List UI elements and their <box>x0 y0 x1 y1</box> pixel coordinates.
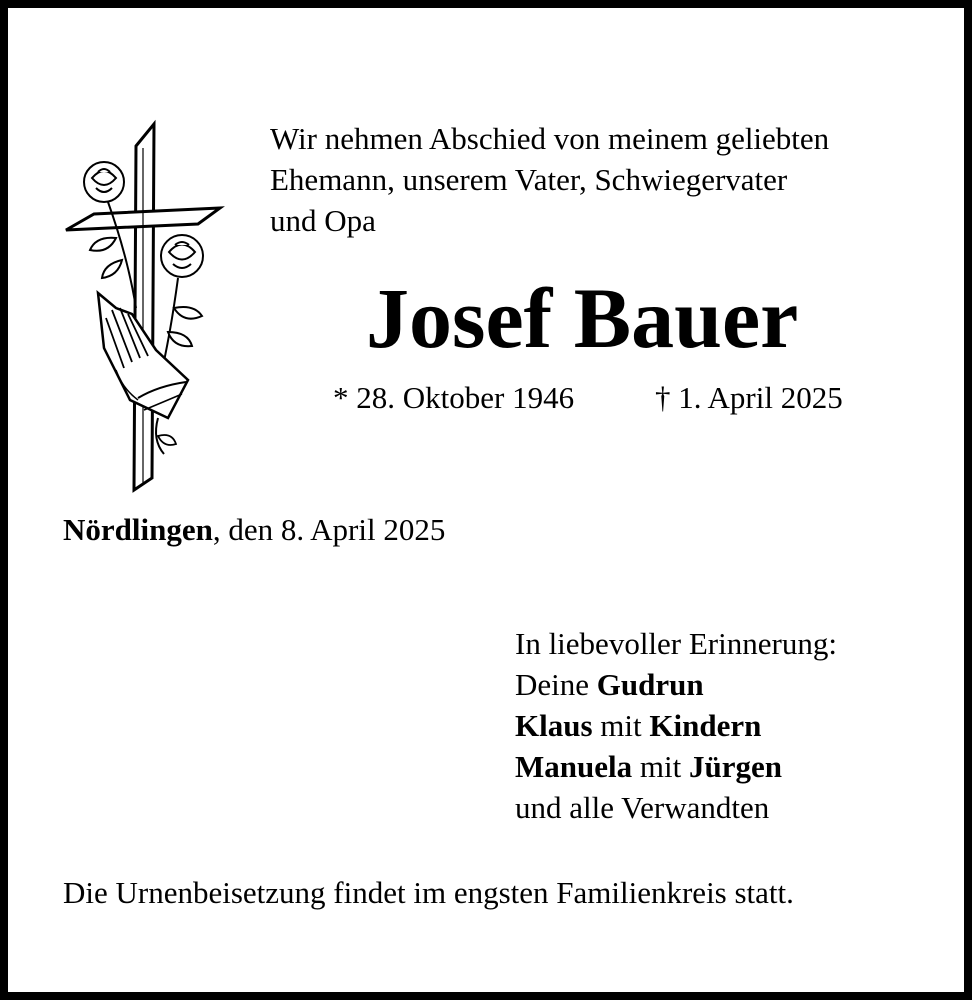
intro-line-1: Wir nehmen Abschied von meinem geliebten <box>270 121 830 156</box>
mourner-name: Jürgen <box>688 749 782 784</box>
mourner-line-1 <box>515 664 955 705</box>
mourner-name: Manuela <box>515 749 633 784</box>
intro-line-2: Ehemann, unserem Vater, Schwiegervater <box>270 162 788 197</box>
place-name: Nördlingen <box>63 512 213 547</box>
mourner-connector: mit <box>632 749 689 784</box>
notice-date: , den 8. April 2025 <box>212 512 446 547</box>
mourner-line-4: und alle Verwandten <box>515 790 770 825</box>
place-and-date <box>63 510 763 550</box>
intro-text <box>270 118 950 241</box>
death-date: † 1. April 2025 <box>655 380 843 415</box>
intro-line-3: und Opa <box>270 203 376 238</box>
mourners-block <box>515 623 955 828</box>
mourner-name: Gudrun <box>596 667 704 702</box>
burial-note: Die Urnenbeisetzung findet im engsten Familienkreis statt. <box>63 875 794 910</box>
mourner-name: Klaus <box>515 708 593 743</box>
mourner-line-2 <box>515 705 955 746</box>
cross-roses-praying-hands-icon <box>58 118 228 498</box>
birth-date: * 28. Oktober 1946 <box>333 380 575 415</box>
mourner-name: Kindern <box>649 708 762 743</box>
mourner-prefix: Deine <box>515 667 597 702</box>
life-dates <box>333 378 933 418</box>
deceased-name: Josef Bauer <box>366 270 799 366</box>
mourner-connector: mit <box>592 708 650 743</box>
mourner-line-3 <box>515 746 955 787</box>
mourners-heading: In liebevoller Erinnerung: <box>515 626 837 661</box>
